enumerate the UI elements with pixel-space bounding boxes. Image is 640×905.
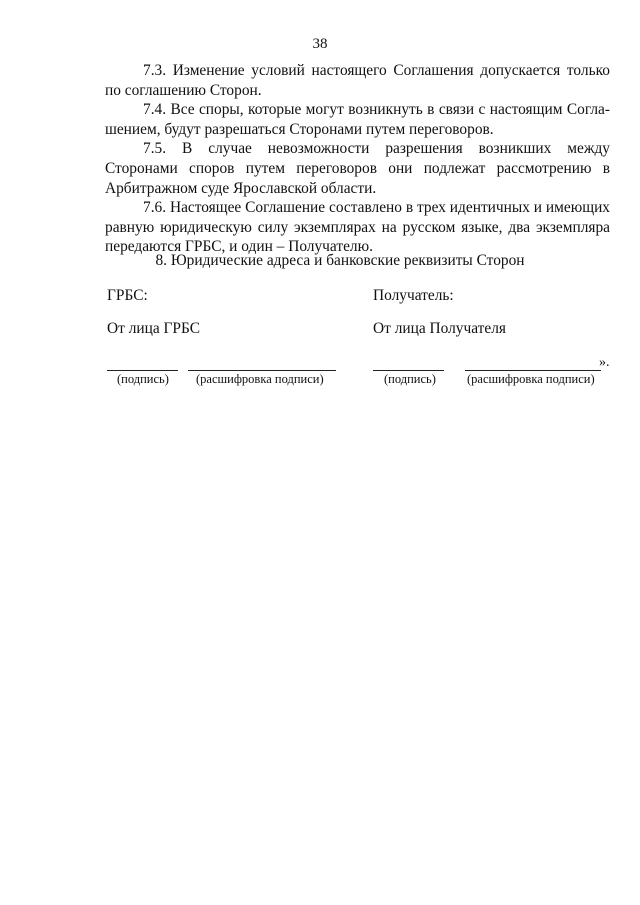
- right-signature-caption: (подпись): [384, 372, 436, 386]
- section-title: 8. Юридические адреса и банковские реквизиты Сторон: [155, 252, 525, 269]
- right-decoding-caption: (расшифровка подписи): [467, 372, 595, 386]
- left-signature-line: [107, 370, 178, 371]
- left-party-on-behalf: От лица ГРБС: [107, 320, 200, 337]
- agreement-clauses: [105, 61, 610, 257]
- clause-7-6: 7.6. Настоящее Соглашение составлено в трех идентичных и имеющих равную юридическую силу экземплярах на русском языке, два экземпляра передаются ГРБС, и один – Получателю.: [105, 199, 610, 256]
- right-party-on-behalf: От лица Получателя: [373, 320, 506, 337]
- clause-7-3: 7.3. Изменение условий настоящего Соглашения допускается только по соглашению Сторон.: [105, 62, 610, 99]
- clause-7-5: 7.5. В случае невозможности разрешения возникших между Сторонами споров путем переговоров они подлежат рассмотрению в Арбитражном суде Ярославской области.: [105, 140, 610, 197]
- right-signature-line: [373, 370, 444, 371]
- left-signature-caption: (подпись): [117, 372, 169, 386]
- right-decoding-line: [465, 370, 601, 371]
- left-decoding-caption: (расшифровка подписи): [196, 372, 324, 386]
- clause-7-4: 7.4. Все споры, которые могут возникнуть в связи с настоящим Соглашением, будут разрешаться Сторонами путем переговоров.: [105, 101, 610, 138]
- page-number: 38: [312, 36, 328, 52]
- left-decoding-line: [188, 370, 336, 371]
- right-party-heading: Получатель:: [373, 287, 454, 304]
- left-party-heading: ГРБС:: [107, 287, 148, 304]
- closing-quote-mark: ».: [599, 355, 610, 370]
